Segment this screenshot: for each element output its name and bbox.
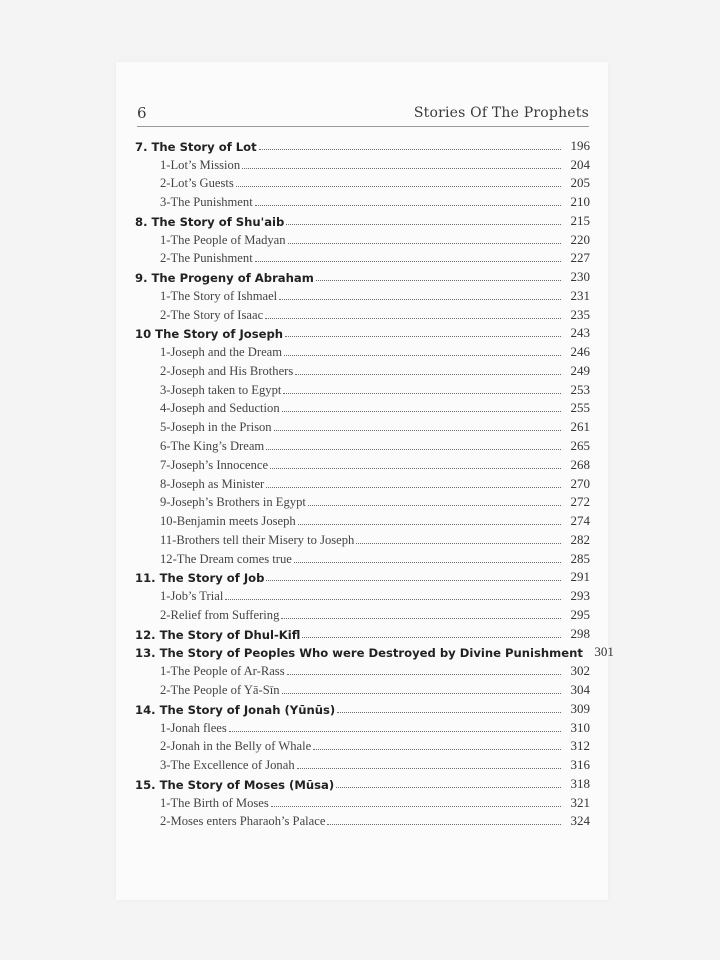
toc-entry-page-number: 282 (570, 531, 590, 547)
toc-section-entry (135, 811, 590, 830)
toc-entry-title: 10-Benjamin meets Joseph (160, 514, 296, 529)
toc-entry-page-number: 301 (594, 644, 614, 660)
toc-section-entry (135, 229, 590, 248)
toc-entry-title: 6-The King’s Dream (160, 439, 265, 454)
toc-section-entry (135, 473, 590, 492)
page-header (137, 104, 589, 128)
table-of-contents (135, 135, 614, 829)
toc-entry-title: 2-Relief from Suffering (160, 607, 280, 622)
toc-section-entry (135, 454, 590, 473)
dot-leader (255, 261, 561, 262)
toc-section-entry (135, 360, 590, 379)
toc-entry-page-number: 246 (570, 344, 590, 360)
toc-entry-title: 2-Moses enters Pharaoh’s Palace (160, 814, 326, 829)
toc-entry-page-number: 295 (570, 606, 590, 622)
toc-chapter-entry (135, 642, 614, 661)
toc-section-entry (135, 191, 590, 210)
toc-entry-page-number: 312 (570, 738, 590, 754)
toc-entry-title: 8-Joseph as Minister (160, 476, 265, 491)
toc-section-entry (135, 154, 590, 173)
toc-entry-page-number: 318 (570, 775, 590, 791)
toc-entry-title: 9. The Progeny of Abraham (135, 271, 314, 286)
toc-section-entry (135, 510, 590, 529)
toc-entry-page-number: 309 (570, 700, 590, 716)
dot-leader (271, 806, 561, 807)
toc-chapter-entry (135, 135, 590, 154)
toc-section-entry (135, 304, 590, 323)
toc-section-entry (135, 792, 590, 811)
toc-section-entry (135, 379, 590, 398)
toc-entry-page-number: 255 (570, 400, 590, 416)
toc-entry-title: 1-The People of Ar-Rass (160, 664, 285, 679)
toc-entry-title: 3-The Punishment (160, 195, 253, 210)
toc-section-entry (135, 285, 590, 304)
toc-chapter-entry (135, 266, 590, 285)
toc-entry-page-number: 196 (570, 137, 590, 153)
toc-entry-title: 9-Joseph’s Brothers in Egypt (160, 495, 306, 510)
toc-entry-title: 2-Jonah in the Belly of Whale (160, 739, 312, 754)
toc-section-entry (135, 529, 590, 548)
toc-entry-page-number: 274 (570, 513, 590, 529)
toc-entry-page-number: 204 (570, 156, 590, 172)
toc-entry-page-number: 298 (570, 625, 590, 641)
toc-section-entry (135, 416, 590, 435)
toc-entry-page-number: 205 (570, 175, 590, 191)
toc-section-entry (135, 398, 590, 417)
toc-entry-page-number: 324 (570, 813, 590, 829)
toc-entry-page-number: 310 (570, 719, 590, 735)
toc-section-entry (135, 548, 590, 567)
toc-entry-page-number: 321 (570, 794, 590, 810)
toc-entry-title: 7-Joseph’s Innocence (160, 457, 269, 472)
toc-entry-page-number: 249 (570, 362, 590, 378)
toc-entry-title: 12. The Story of Dhul-Kifl (135, 627, 301, 642)
dot-leader (316, 280, 561, 281)
dot-leader (266, 449, 561, 450)
toc-section-entry (135, 435, 590, 454)
toc-entry-page-number: 253 (570, 381, 590, 397)
dot-leader (302, 637, 561, 638)
dot-leader (284, 355, 561, 356)
toc-entry-title: 2-Joseph and His Brothers (160, 363, 294, 378)
toc-chapter-entry (135, 323, 590, 342)
toc-entry-title: 11-Brothers tell their Misery to Joseph (160, 532, 355, 547)
toc-entry-page-number: 210 (570, 194, 590, 210)
dot-leader (236, 186, 561, 187)
toc-entry-title: 10 The Story of Joseph (135, 327, 284, 342)
toc-section-entry (135, 492, 590, 511)
toc-section-entry (135, 604, 590, 623)
dot-leader (229, 731, 561, 732)
toc-entry-title: 2-The Punishment (160, 251, 253, 266)
toc-entry-title: 2-The People of Yā-Sīn (160, 682, 280, 697)
toc-entry-title: 13. The Story of Peoples Who were Destroyed by Divine Punishment (135, 646, 583, 661)
toc-entry-title: 1-Joseph and the Dream (160, 345, 283, 360)
dot-leader (266, 487, 561, 488)
dot-leader (295, 374, 561, 375)
dot-leader (274, 430, 561, 431)
toc-section-entry (135, 679, 590, 698)
toc-entry-page-number: 215 (570, 212, 590, 228)
dot-leader (265, 318, 561, 319)
toc-entry-title: 1-Lot’s Mission (160, 157, 241, 172)
toc-entry-page-number: 261 (570, 419, 590, 435)
toc-entry-title: 3-Joseph taken to Egypt (160, 382, 282, 397)
toc-entry-title: 4-Joseph and Seduction (160, 401, 280, 416)
toc-entry-title: 7. The Story of Lot (135, 139, 257, 154)
dot-leader (266, 580, 561, 581)
dot-leader (225, 599, 561, 600)
toc-entry-page-number: 235 (570, 306, 590, 322)
toc-entry-page-number: 270 (570, 475, 590, 491)
toc-entry-title: 11. The Story of Job (135, 571, 265, 586)
toc-entry-page-number: 285 (570, 550, 590, 566)
toc-entry-title: 8. The Story of Shu'aib (135, 214, 285, 229)
toc-section-entry (135, 341, 590, 360)
toc-section-entry (135, 736, 590, 755)
toc-chapter-entry (135, 623, 590, 642)
toc-entry-title: 14. The Story of Jonah (Yūnūs) (135, 702, 336, 717)
dot-leader (255, 205, 561, 206)
toc-entry-page-number: 291 (570, 569, 590, 585)
toc-entry-title: 3-The Excellence of Jonah (160, 758, 295, 773)
dot-leader (242, 168, 561, 169)
dot-leader (297, 768, 561, 769)
toc-entry-page-number: 231 (570, 287, 590, 303)
dot-leader (279, 299, 561, 300)
dot-leader (287, 674, 561, 675)
dot-leader (281, 618, 561, 619)
dot-leader (259, 149, 561, 150)
toc-section-entry (135, 660, 590, 679)
dot-leader (288, 243, 561, 244)
toc-chapter-entry (135, 698, 590, 717)
dot-leader (356, 543, 561, 544)
dot-leader (282, 411, 561, 412)
dot-leader (327, 824, 561, 825)
dot-leader (294, 562, 561, 563)
toc-entry-title: 12-The Dream comes true (160, 551, 292, 566)
dot-leader (283, 393, 561, 394)
dot-leader (282, 693, 562, 694)
toc-entry-page-number: 304 (570, 681, 590, 697)
toc-section-entry (135, 248, 590, 267)
toc-entry-page-number: 243 (570, 325, 590, 341)
toc-entry-title: 1-The Story of Ishmael (160, 288, 278, 303)
toc-chapter-entry (135, 567, 590, 586)
dot-leader (308, 505, 561, 506)
toc-entry-title: 2-The Story of Isaac (160, 307, 264, 322)
toc-entry-page-number: 227 (570, 250, 590, 266)
dot-leader (270, 468, 561, 469)
dot-leader (285, 336, 561, 337)
dot-leader (337, 712, 561, 713)
toc-entry-title: 1-The Birth of Moses (160, 795, 269, 810)
toc-entry-title: 2-Lot’s Guests (160, 176, 234, 191)
header-rule (137, 126, 589, 127)
running-title: Stories Of The Prophets (413, 105, 589, 121)
toc-entry-page-number: 230 (570, 269, 590, 285)
dot-leader (313, 749, 561, 750)
toc-entry-title: 1-Jonah flees (160, 720, 227, 735)
toc-entry-page-number: 293 (570, 588, 590, 604)
toc-chapter-entry (135, 773, 590, 792)
toc-section-entry (135, 173, 590, 192)
toc-entry-title: 5-Joseph in the Prison (160, 420, 272, 435)
page-number: 6 (137, 104, 147, 122)
toc-entry-page-number: 268 (570, 456, 590, 472)
dot-leader (286, 224, 561, 225)
toc-entry-title: 15. The Story of Moses (Mūsa) (135, 777, 335, 792)
toc-chapter-entry (135, 210, 590, 229)
toc-entry-page-number: 220 (570, 231, 590, 247)
toc-entry-page-number: 265 (570, 438, 590, 454)
toc-entry-page-number: 302 (570, 663, 590, 679)
toc-section-entry (135, 717, 590, 736)
toc-section-entry (135, 585, 590, 604)
toc-entry-page-number: 316 (570, 757, 590, 773)
toc-entry-page-number: 272 (570, 494, 590, 510)
toc-entry-title: 1-The People of Madyan (160, 232, 286, 247)
toc-entry-title: 1-Job’s Trial (160, 589, 224, 604)
toc-section-entry (135, 754, 590, 773)
dot-leader (298, 524, 561, 525)
dot-leader (336, 787, 561, 788)
